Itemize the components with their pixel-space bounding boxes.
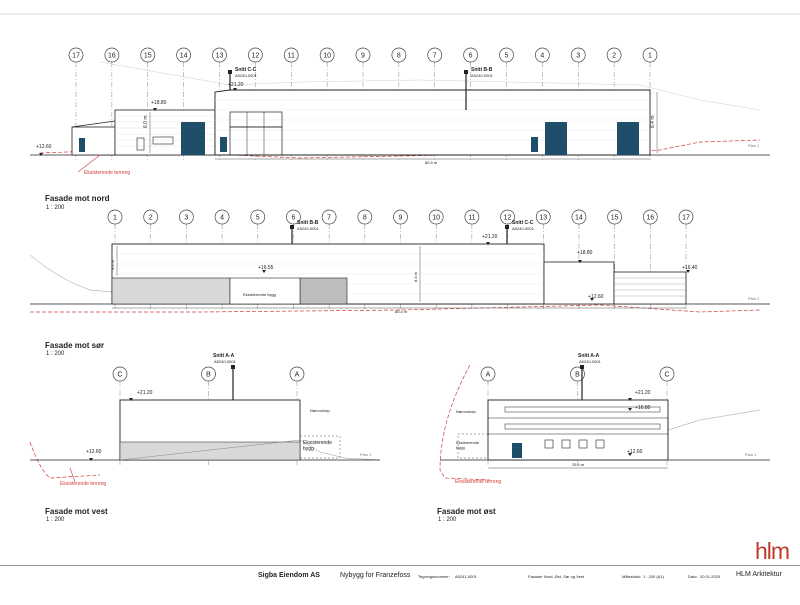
grid-axis-label: 11 <box>468 214 476 222</box>
west-terrain-label: Eksisterende terreng <box>60 481 107 487</box>
west-roof-note: Nærvorkep <box>310 408 330 413</box>
east-existing-building-label: Eksisterende bygg <box>456 440 480 450</box>
grid-axis-label: B <box>575 371 580 379</box>
east-scale: 1 : 200 <box>438 517 457 523</box>
north-elevation <box>30 48 770 172</box>
south-level-mid: +18.80 <box>577 250 593 256</box>
grid-axis-label: 11 <box>287 52 295 60</box>
east-terrain-label: Eksisterende terreng <box>455 479 502 485</box>
grid-axis-label: 15 <box>610 214 619 222</box>
scale-label: Målestokk: <box>622 574 642 579</box>
east-level-mid: +16.80 <box>635 405 651 411</box>
east-level-top: +21.20 <box>635 390 651 396</box>
grid-axis-label: 6 <box>291 214 296 222</box>
firm-name: HLM Arkitektur <box>736 571 782 578</box>
north-terrain-label: Eksisterende terreng <box>84 170 131 176</box>
south-plan-label: Plan 1 <box>748 296 760 301</box>
west-existing-building <box>120 442 300 460</box>
grid-axis-label: 3 <box>576 52 581 60</box>
south-section-bb-label: Snitt B-B <box>297 220 319 226</box>
south-dim-length: 80.4 m <box>395 309 408 314</box>
south-existing-building-left <box>112 278 230 304</box>
east-roof-note: Nærvorkep <box>456 409 476 414</box>
south-level-left: +16.55 <box>258 265 274 271</box>
grid-axis-label: 12 <box>503 214 512 222</box>
grid-axis-label: A <box>294 371 300 379</box>
grid-axis-label: 9 <box>398 214 403 222</box>
grid-axis-label: 5 <box>504 52 509 60</box>
west-title: Fasade mot vest <box>45 507 108 516</box>
east-section-ref: A5240-0001 <box>579 359 601 364</box>
grid-axis-label: 8 <box>362 214 367 222</box>
east-elevation <box>440 365 770 480</box>
grid-axis-label: 12 <box>251 52 260 60</box>
hlm-logo: hlm <box>755 538 790 564</box>
date-value: 20.01.2025 <box>700 574 721 579</box>
north-dim-height2: 8.4 m <box>650 115 656 128</box>
north-section-cc-label: Snitt C-C <box>235 67 257 73</box>
east-level-ground: +12.60 <box>627 449 643 455</box>
west-plan-label: Plan 1 <box>360 452 372 457</box>
grid-axis-label: 10 <box>323 52 332 60</box>
grid-axis-label: 17 <box>72 52 80 60</box>
north-door-small <box>79 138 85 152</box>
grid-axis-label: C <box>117 371 123 379</box>
north-section-bb-ref: A5240-0001 <box>471 73 493 78</box>
north-section-cc-ref: A5240-0001 <box>235 73 257 78</box>
south-level-ground: +12.60 <box>588 294 604 300</box>
north-gate-right <box>617 122 639 155</box>
grid-axis-label: 2 <box>148 214 153 222</box>
north-gate-mid <box>545 122 567 155</box>
grid-axis-label: 1 <box>648 52 652 60</box>
north-scale: 1 : 200 <box>46 205 65 211</box>
east-dim-length: 25.4 m <box>572 462 585 467</box>
south-section-cc-label: Snitt C-C <box>512 220 534 226</box>
grid-axis-label: 4 <box>540 52 545 60</box>
grid-axis-label: 1 <box>113 214 117 222</box>
grid-axis-label: 7 <box>327 214 332 222</box>
drawing-no-label: Tegningsnummer: <box>418 574 450 579</box>
grid-axis-label: 9 <box>361 52 365 60</box>
west-section-label: Snitt A-A <box>213 353 235 359</box>
north-dim-height1: 6.0 m <box>143 115 149 128</box>
north-section-bb-label: Snitt B-B <box>471 67 493 73</box>
north-gate-left <box>181 122 205 155</box>
north-title: Fasade mot nord <box>45 194 110 203</box>
grid-axis-label: 7 <box>432 52 437 60</box>
east-title: Fasade mot øst <box>437 507 496 516</box>
south-section-mid <box>544 262 614 304</box>
north-level-ground: +12.60 <box>36 144 52 150</box>
grid-axis-label: 10 <box>432 214 441 222</box>
grid-axis-label: 6 <box>468 52 473 60</box>
south-section-low <box>614 272 686 304</box>
project-name: Nybygg for Franzefoss <box>340 572 411 579</box>
south-dim-height1: 4.4 m <box>110 259 115 270</box>
south-existing-building-hatch <box>300 278 347 304</box>
north-dim-length: 80.4 m <box>425 160 438 165</box>
grid-axis-label: 4 <box>220 214 225 222</box>
south-section-bb-ref: A5240-0001 <box>297 226 319 231</box>
west-scale: 1 : 200 <box>46 517 65 523</box>
west-section-ref: A5240-0001 <box>214 359 236 364</box>
west-level-ground: +12.60 <box>86 449 102 455</box>
grid-axis-label: 14 <box>575 214 583 222</box>
east-plan-label: Plan 1 <box>745 452 757 457</box>
north-annex-left <box>72 127 115 155</box>
grid-axis-label: 17 <box>682 214 690 222</box>
grid-axis-label: 8 <box>396 52 401 60</box>
grid-axis-label: 5 <box>255 214 260 222</box>
drawing-title: Fasader Nord, Øst, Sør og Vest <box>528 574 585 579</box>
north-plan-label: Plan 1 <box>748 143 760 148</box>
south-dim-height2: 8.4 m <box>413 271 418 282</box>
grid-axis-label: 2 <box>612 52 617 60</box>
grid-axis-label: 13 <box>215 52 224 60</box>
date-label: Dato: <box>688 574 698 579</box>
south-level-top: +21.20 <box>482 234 498 240</box>
south-level-right: +16.40 <box>682 265 698 271</box>
west-elevation <box>30 365 380 482</box>
north-level-top: +21.20 <box>228 82 244 88</box>
south-elevation <box>30 210 770 312</box>
west-existing-building-label: Eksisterende bygg <box>303 440 332 452</box>
east-section-label: Snitt A-A <box>578 353 600 359</box>
grid-axis-label: 3 <box>184 214 189 222</box>
title-block <box>0 565 800 601</box>
grid-axis-label: 13 <box>539 214 548 222</box>
east-door <box>512 443 522 458</box>
grid-axis-label: 16 <box>107 52 116 60</box>
client-name: Sigba Eiendom AS <box>258 572 320 579</box>
west-level-top: +21.20 <box>137 390 153 396</box>
grid-axis-label: B <box>206 371 211 379</box>
south-section-cc-ref: A5240-0001 <box>512 226 534 231</box>
south-existing-building-label: Eksisterende bygg <box>243 292 276 297</box>
scale-value: 1 : 200 (A1) <box>643 574 664 579</box>
grid-axis-label: A <box>485 371 491 379</box>
south-scale: 1 : 200 <box>46 351 65 357</box>
north-level-low: +18.80 <box>151 100 167 106</box>
south-title: Fasade mot sør <box>45 341 105 350</box>
grid-axis-label: 14 <box>179 52 188 60</box>
grid-axis-label: C <box>664 371 670 379</box>
grid-axis-label: 15 <box>143 52 152 60</box>
grid-axis-label: 16 <box>646 214 655 222</box>
drawing-no: A5241-0001 <box>455 574 477 579</box>
